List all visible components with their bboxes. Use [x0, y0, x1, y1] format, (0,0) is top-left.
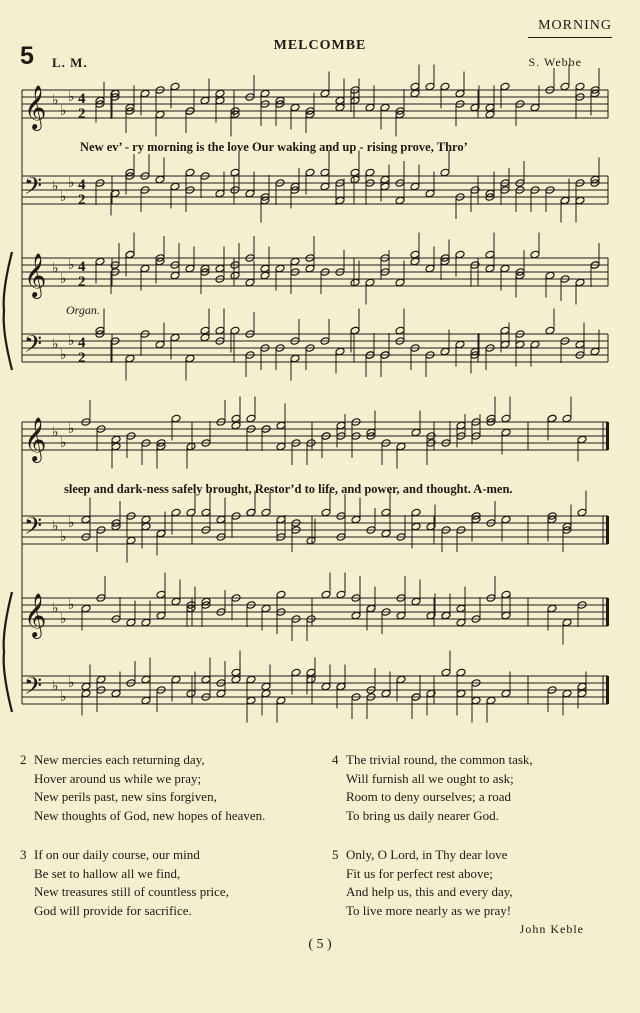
- note-head: [81, 515, 91, 524]
- note-head: [305, 264, 315, 273]
- final-barline: [606, 516, 609, 544]
- note-head: [485, 110, 495, 119]
- note-head: [141, 696, 151, 705]
- note-head: [230, 271, 240, 280]
- verse-line: Fit us for perfect rest above;: [346, 865, 493, 881]
- final-barline: [606, 422, 609, 450]
- verse-number: 3: [20, 847, 27, 862]
- verse-line: Room to deny ourselves; a road: [346, 789, 511, 805]
- flat-sign: ♭: [68, 257, 75, 273]
- note-head: [140, 89, 150, 98]
- note-head: [246, 675, 256, 684]
- note-head: [410, 257, 420, 266]
- note-head: [396, 611, 406, 620]
- note-head: [170, 333, 180, 342]
- note-head: [500, 82, 510, 91]
- note-head: [275, 264, 285, 273]
- verse-2: [20, 751, 265, 825]
- note-head: [562, 414, 572, 423]
- flat-sign: ♭: [68, 597, 75, 613]
- flat-sign: ♭: [52, 260, 59, 277]
- note-head: [141, 675, 151, 684]
- note-head: [456, 618, 466, 627]
- note-head: [231, 668, 241, 677]
- note-head: [411, 428, 421, 437]
- bass-clef: 𝄢: [24, 172, 43, 205]
- note-head: [441, 668, 451, 677]
- note-head: [501, 689, 511, 698]
- note-head: [245, 189, 255, 198]
- verse-line: Be set to hallow all we find,: [34, 865, 181, 881]
- note-head: [230, 168, 240, 177]
- note-head: [276, 421, 286, 430]
- note-head: [395, 196, 405, 205]
- note-head: [500, 264, 510, 273]
- note-head: [366, 604, 376, 613]
- flat-sign: ♭: [52, 518, 59, 535]
- note-head: [246, 696, 256, 705]
- note-head: [501, 515, 511, 524]
- note-head: [425, 189, 435, 198]
- note-head: [291, 668, 301, 677]
- flat-sign: ♭: [68, 675, 75, 691]
- note-head: [411, 597, 421, 606]
- note-head: [515, 340, 525, 349]
- note-head: [246, 414, 256, 423]
- note-head: [501, 590, 511, 599]
- note-head: [335, 103, 345, 112]
- note-head: [200, 333, 210, 342]
- note-head: [590, 347, 600, 356]
- note-head: [500, 326, 510, 335]
- note-head: [335, 196, 345, 205]
- note-head: [575, 196, 585, 205]
- verse-number: 2: [20, 752, 27, 767]
- note-head: [321, 508, 331, 517]
- note-head: [336, 421, 346, 430]
- note-head: [215, 264, 225, 273]
- note-head: [260, 271, 270, 280]
- running-head: MORNING: [528, 18, 612, 38]
- time-signature-bottom: 2: [78, 350, 86, 366]
- note-head: [365, 103, 375, 112]
- note-head: [170, 82, 180, 91]
- note-head: [485, 264, 495, 273]
- organ-label: Organ.: [66, 303, 100, 317]
- note-head: [425, 264, 435, 273]
- note-head: [186, 689, 196, 698]
- note-head: [156, 529, 166, 538]
- note-head: [455, 340, 465, 349]
- note-head: [81, 682, 91, 691]
- brace: [4, 592, 12, 712]
- note-head: [351, 611, 361, 620]
- note-head: [231, 414, 241, 423]
- note-head: [215, 326, 225, 335]
- note-head: [365, 278, 375, 287]
- note-head: [575, 82, 585, 91]
- flat-sign: ♭: [68, 421, 75, 437]
- note-head: [396, 442, 406, 451]
- note-head: [500, 340, 510, 349]
- note-head: [530, 103, 540, 112]
- note-head: [126, 536, 136, 545]
- flat-sign: ♭: [68, 333, 75, 349]
- treble-clef: 𝄞: [24, 85, 47, 129]
- note-head: [111, 442, 121, 451]
- flat-sign: ♭: [68, 89, 75, 105]
- note-head: [230, 326, 240, 335]
- note-head: [380, 175, 390, 184]
- note-head: [396, 675, 406, 684]
- bass-clef: 𝄢: [24, 330, 43, 363]
- note-head: [305, 168, 315, 177]
- time-signature-top: 4: [78, 335, 86, 351]
- note-head: [321, 682, 331, 691]
- note-head: [200, 96, 210, 105]
- flat-sign: ♭: [52, 678, 59, 695]
- note-head: [185, 264, 195, 273]
- note-head: [350, 278, 360, 287]
- note-head: [501, 414, 511, 423]
- note-head: [381, 529, 391, 538]
- note-head: [456, 604, 466, 613]
- note-head: [320, 182, 330, 191]
- note-head: [485, 103, 495, 112]
- verse-line: New thoughts of God, new hopes of heaven.: [34, 807, 266, 823]
- meter: L. M.: [52, 55, 88, 70]
- bass-clef: 𝄢: [24, 672, 43, 705]
- lyrics-system-1: New ev’ - ry morning is the love Our waking and up - rising prove, Thro’: [80, 140, 468, 154]
- flat-sign: ♭: [52, 600, 59, 617]
- note-head: [485, 250, 495, 259]
- note-head: [95, 257, 105, 266]
- verse-number: 5: [332, 847, 339, 862]
- note-head: [155, 110, 165, 119]
- flat-sign: ♭: [52, 336, 59, 353]
- flat-sign: ♭: [68, 515, 75, 531]
- note-head: [156, 590, 166, 599]
- note-head: [545, 326, 555, 335]
- time-signature-top: 4: [78, 177, 86, 193]
- note-head: [231, 421, 241, 430]
- note-head: [410, 250, 420, 259]
- note-head: [306, 536, 316, 545]
- flat-sign: ♭: [60, 347, 67, 363]
- note-head: [306, 668, 316, 677]
- note-head: [336, 682, 346, 691]
- tune-name: MELCOMBE: [273, 38, 367, 53]
- flat-sign: ♭: [60, 611, 67, 627]
- note-head: [186, 508, 196, 517]
- note-head: [380, 182, 390, 191]
- note-head: [441, 611, 451, 620]
- time-signature-bottom: 2: [78, 192, 86, 208]
- note-head: [125, 250, 135, 259]
- note-head: [577, 689, 587, 698]
- note-head: [335, 347, 345, 356]
- note-head: [381, 508, 391, 517]
- note-head: [200, 326, 210, 335]
- verse-line: To live more nearly as we pray!: [346, 902, 512, 918]
- treble-clef: 𝄞: [24, 253, 47, 297]
- note-head: [395, 278, 405, 287]
- note-head: [261, 604, 271, 613]
- note-head: [395, 326, 405, 335]
- note-head: [155, 340, 165, 349]
- note-head: [231, 675, 241, 684]
- note-head: [96, 675, 106, 684]
- final-barline: [606, 598, 609, 626]
- note-head: [276, 442, 286, 451]
- note-head: [577, 682, 587, 691]
- note-head: [440, 82, 450, 91]
- note-head: [350, 168, 360, 177]
- note-head: [320, 89, 330, 98]
- note-head: [81, 689, 91, 698]
- verse-line: Will furnish all we ought to ask;: [346, 770, 514, 786]
- note-head: [260, 264, 270, 273]
- note-head: [321, 590, 331, 599]
- note-head: [170, 182, 180, 191]
- composer: S. Webbe: [528, 55, 582, 69]
- note-head: [215, 96, 225, 105]
- note-head: [455, 89, 465, 98]
- lyrics-system-2: sleep and dark-ness safely brought, Restor’d to life, and power, and thought. A-men.: [64, 482, 513, 496]
- note-head: [216, 689, 226, 698]
- note-head: [365, 168, 375, 177]
- time-signature-bottom: 2: [78, 106, 86, 122]
- note-head: [545, 271, 555, 280]
- note-head: [320, 168, 330, 177]
- note-head: [456, 421, 466, 430]
- note-head: [216, 515, 226, 524]
- verse-4: [332, 751, 533, 825]
- note-head: [261, 689, 271, 698]
- flat-sign: ♭: [52, 92, 59, 109]
- note-head: [171, 414, 181, 423]
- note-head: [215, 189, 225, 198]
- verse-line: And help us, this and every day,: [346, 884, 513, 900]
- note-head: [336, 590, 346, 599]
- note-head: [440, 347, 450, 356]
- note-head: [575, 278, 585, 287]
- verse-line: New perils past, new sins forgiven,: [34, 789, 217, 805]
- verse-line: New treasures still of countless price,: [34, 884, 229, 900]
- note-head: [456, 689, 466, 698]
- note-head: [350, 96, 360, 105]
- final-barline: [606, 676, 609, 704]
- note-head: [471, 696, 481, 705]
- note-head: [530, 250, 540, 259]
- note-head: [501, 428, 511, 437]
- note-head: [140, 264, 150, 273]
- verse-3: [20, 846, 229, 920]
- note-head: [486, 696, 496, 705]
- verse-line: If on our daily course, our mind: [34, 847, 200, 862]
- note-head: [456, 668, 466, 677]
- note-head: [381, 689, 391, 698]
- note-head: [201, 508, 211, 517]
- verse-line: God will provide for sacrifice.: [34, 902, 192, 918]
- treble-clef: 𝄞: [24, 593, 47, 637]
- note-head: [350, 175, 360, 184]
- verse-5: [332, 846, 513, 920]
- note-head: [141, 522, 151, 531]
- note-head: [547, 604, 557, 613]
- note-head: [380, 103, 390, 112]
- note-head: [260, 89, 270, 98]
- note-head: [276, 515, 286, 524]
- note-head: [261, 682, 271, 691]
- verse-line: Only, O Lord, in Thy dear love: [346, 847, 508, 862]
- note-head: [201, 675, 211, 684]
- flat-sign: ♭: [60, 103, 67, 119]
- note-head: [171, 508, 181, 517]
- note-head: [547, 414, 557, 423]
- note-head: [410, 89, 420, 98]
- note-head: [171, 675, 181, 684]
- note-head: [501, 611, 511, 620]
- note-head: [185, 168, 195, 177]
- note-head: [155, 175, 165, 184]
- verse-line: The trivial round, the common task,: [346, 752, 533, 767]
- note-head: [575, 340, 585, 349]
- note-head: [276, 696, 286, 705]
- note-head: [562, 618, 572, 627]
- verse-line: To bring us daily nearer God.: [346, 807, 499, 823]
- verse-line: Hover around us while we pray;: [34, 770, 202, 786]
- note-head: [560, 196, 570, 205]
- flat-sign: ♭: [52, 424, 59, 441]
- note-head: [411, 508, 421, 517]
- note-head: [350, 326, 360, 335]
- note-head: [440, 168, 450, 177]
- verse-line: New mercies each returning day,: [34, 752, 205, 767]
- note-head: [290, 103, 300, 112]
- treble-clef: 𝄞: [24, 417, 47, 461]
- note-head: [245, 278, 255, 287]
- note-head: [246, 508, 256, 517]
- note-head: [111, 435, 121, 444]
- note-head: [560, 82, 570, 91]
- time-signature-top: 4: [78, 259, 86, 275]
- note-head: [577, 508, 587, 517]
- flat-sign: ♭: [52, 178, 59, 195]
- note-head: [411, 522, 421, 531]
- note-head: [125, 354, 135, 363]
- note-head: [290, 354, 300, 363]
- note-head: [141, 618, 151, 627]
- note-head: [81, 604, 91, 613]
- note-head: [455, 250, 465, 259]
- note-head: [126, 618, 136, 627]
- time-signature-top: 4: [78, 91, 86, 107]
- flat-sign: ♭: [60, 435, 67, 451]
- flat-sign: ♭: [60, 271, 67, 287]
- note-head: [186, 442, 196, 451]
- flat-sign: ♭: [60, 189, 67, 205]
- note-head: [261, 508, 271, 517]
- author: John Keble: [519, 922, 584, 936]
- note-head: [351, 515, 361, 524]
- flat-sign: ♭: [60, 689, 67, 705]
- flat-sign: ♭: [60, 529, 67, 545]
- note-head: [306, 675, 316, 684]
- flat-sign: ♭: [68, 175, 75, 191]
- note-head: [410, 182, 420, 191]
- note-head: [141, 515, 151, 524]
- note-head: [215, 89, 225, 98]
- note-head: [577, 435, 587, 444]
- note-head: [111, 689, 121, 698]
- note-head: [335, 96, 345, 105]
- brace: [4, 252, 12, 370]
- note-head: [185, 354, 195, 363]
- hymn-number: 5: [20, 42, 34, 70]
- bass-clef: 𝄢: [24, 512, 43, 545]
- time-signature-bottom: 2: [78, 274, 86, 290]
- page-number: ( 5 ): [308, 937, 332, 952]
- note-head: [156, 611, 166, 620]
- note-head: [410, 82, 420, 91]
- note-head: [425, 82, 435, 91]
- note-head: [171, 597, 181, 606]
- note-head: [530, 340, 540, 349]
- note-head: [562, 689, 572, 698]
- note-head: [290, 257, 300, 266]
- note-head: [276, 590, 286, 599]
- verse-number: 4: [332, 752, 339, 767]
- note-head: [170, 271, 180, 280]
